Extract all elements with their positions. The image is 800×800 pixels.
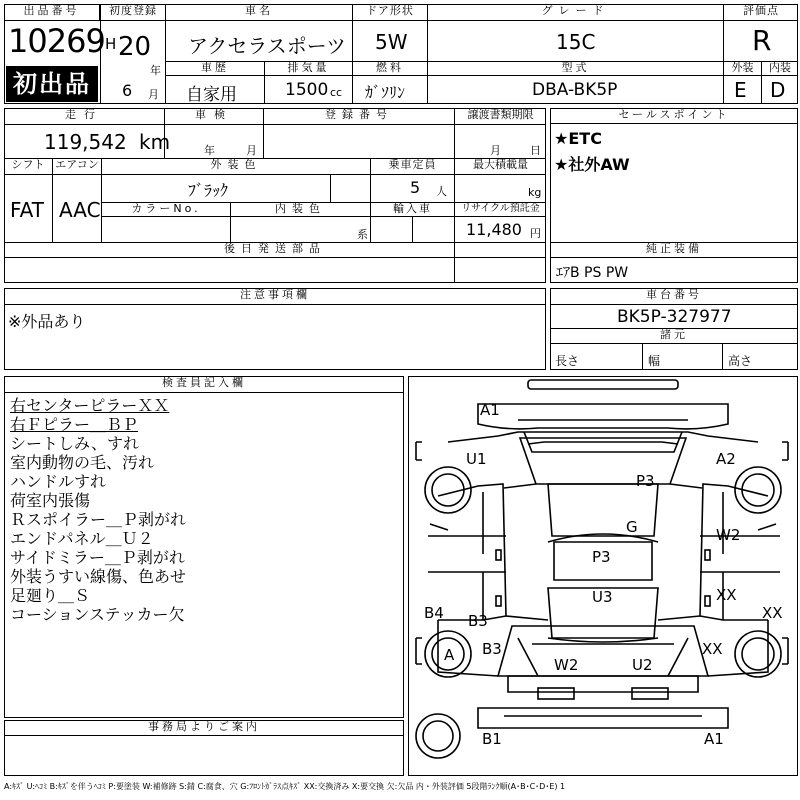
recycle-deposit-label: リサイクル預託金 xyxy=(461,203,540,214)
door-label: ドア形状 xyxy=(353,4,427,21)
inspector-note-line: 外装うすい線傷、色あせ xyxy=(10,567,187,586)
office-notes-label: 事務局よりご案内 xyxy=(4,720,404,736)
fuel-value: ｶﾞｿﾘﾝ xyxy=(365,83,406,102)
grade-label: グレード xyxy=(428,4,723,21)
chassis-number-label: 車台番号 xyxy=(550,288,798,305)
sales-points-label: セールスポイント xyxy=(550,108,798,124)
inspector-note-line: コーションステッカー欠 xyxy=(10,605,185,624)
sales-point-item: ★ETC xyxy=(554,129,602,148)
inspector-note-line: 右Ｆピラー＿ＢＰ xyxy=(10,415,139,434)
max-load-label: 最大積載量 xyxy=(473,158,528,171)
score-value: R xyxy=(752,24,772,57)
inspector-note-line: サイドミラー＿Ｐ剥がれ xyxy=(10,548,185,567)
interior-color-label: 内装色 xyxy=(275,202,326,215)
color-number-label: カラーNo. xyxy=(131,202,201,215)
exterior-color-value: ﾌﾞﾗｯｸ xyxy=(188,181,229,200)
car-name: アクセラスポーツ xyxy=(188,34,346,58)
shift-value: FAT xyxy=(10,198,45,222)
height-label: 高さ xyxy=(728,354,753,368)
exterior-score: E xyxy=(734,78,747,102)
factory-options-value: ｴｱB PS PW xyxy=(556,265,629,281)
inspector-note-line: 室内動物の毛、汚れ xyxy=(10,453,155,472)
inspector-notes-list xyxy=(10,396,400,624)
mark-b3-left-rear: B3 xyxy=(482,640,502,658)
mark-w2-right: W2 xyxy=(716,526,741,544)
mark-b3-left-door: B3 xyxy=(468,612,488,630)
car-name-label: 車名 xyxy=(166,4,352,21)
inspector-note-line: 足廻り＿Ｓ xyxy=(10,586,91,605)
history-value: 自家用 xyxy=(186,85,237,105)
reg-month: 6 xyxy=(122,81,133,100)
inspection-month-unit: 月 xyxy=(246,144,257,157)
import-label: 輸入車 xyxy=(393,202,432,215)
mileage-unit: km xyxy=(139,130,171,154)
model-label: 型式 xyxy=(428,61,723,76)
notes-value: ※外品あり xyxy=(8,312,86,331)
history-label: 車歴 xyxy=(166,61,264,76)
exterior-color-label: 外装色 xyxy=(210,158,262,171)
max-load-unit: kg xyxy=(528,186,542,199)
reg-year: 20 xyxy=(118,32,152,62)
sales-point-item: ★社外AW xyxy=(554,155,630,174)
exterior-score-label: 外装 xyxy=(724,61,761,76)
recycle-deposit-unit: 円 xyxy=(530,227,541,240)
displacement-value: 1500 xyxy=(285,80,329,100)
ac-value: AAC xyxy=(59,198,101,222)
transfer-day-unit: 日 xyxy=(530,144,541,157)
damage-code-legend: A:ｷｽﾞ U:ﾍｺﾐ B:ｷｽﾞを伴うﾍｺﾐ P:要塗装 W:補修跡 S:錆 C:腐食、穴 G:ﾌﾛﾝﾄｶﾞﾗｽ点ｷｽﾞ XX:交換済み X:要交換 欠:欠品 内・外装評価 5段階ﾗﾝｸ順(A･B･C･D･E) 1 xyxy=(4,782,566,791)
reg-era: H xyxy=(105,35,117,53)
capacity-unit: 人 xyxy=(436,185,447,198)
first-listing-badge: 初出品 xyxy=(6,66,98,102)
mark-w2-rear: W2 xyxy=(554,656,579,674)
lot-number: 10269 xyxy=(8,22,105,60)
mark-xx-far-right: XX xyxy=(762,604,783,622)
mark-p3-roof: P3 xyxy=(636,472,655,490)
mark-a-left-wheel: A xyxy=(444,646,455,664)
ac-label: エアコン xyxy=(55,158,99,171)
inspection-year-unit: 年 xyxy=(204,144,215,157)
mark-u2: U2 xyxy=(632,656,653,674)
grade-value: 15C xyxy=(556,30,596,54)
inspector-note-line: Ｒスポイラー＿Ｐ剥がれ xyxy=(10,510,187,529)
transfer-deadline-label: 譲渡書類期限 xyxy=(467,108,534,121)
mark-a1-rear: A1 xyxy=(704,730,724,748)
shift-label: シフト xyxy=(11,158,45,171)
mileage-label: 走行 xyxy=(65,108,103,121)
specs-label: 諸元 xyxy=(550,328,798,344)
inspector-note-line: ハンドルすれ xyxy=(10,472,107,491)
mark-b1: B1 xyxy=(482,730,502,748)
transfer-month-unit: 月 xyxy=(490,144,501,157)
capacity-value: 5 xyxy=(410,178,421,197)
first-reg-label: 初度登録 xyxy=(101,4,165,21)
mark-a2: A2 xyxy=(716,450,736,468)
reg-month-unit: 月 xyxy=(148,88,159,101)
door-value: 5W xyxy=(375,30,408,54)
mark-u1: U1 xyxy=(466,450,487,468)
lot-number-label: 出品番号 xyxy=(4,4,100,21)
reg-year-unit: 年 xyxy=(150,64,161,77)
displacement-unit: cc xyxy=(330,86,343,99)
recycle-deposit-value: 11,480 xyxy=(466,220,522,239)
length-label: 長さ xyxy=(555,354,580,368)
mark-a1-front: A1 xyxy=(480,401,500,419)
inspector-note-line: 右センターピラーＸＸ xyxy=(10,396,170,415)
interior-color-unit: 系 xyxy=(357,228,368,241)
fuel-label: 燃料 xyxy=(353,61,427,76)
width-label: 幅 xyxy=(648,354,661,368)
model-value: DBA-BK5P xyxy=(532,80,618,100)
chassis-number-value: BK5P-327977 xyxy=(617,307,732,327)
inspector-note-line: シートしみ、すれ xyxy=(10,434,139,453)
regno-label: 登録番号 xyxy=(325,108,393,121)
later-parts-label: 後日発送部品 xyxy=(4,242,546,258)
inspector-notes-label: 検査員記入欄 xyxy=(4,376,404,393)
mark-b4: B4 xyxy=(424,604,444,622)
capacity-label: 乗車定員 xyxy=(388,158,437,171)
score-label: 評価点 xyxy=(724,4,798,21)
inspector-note-line: 荷室内張傷 xyxy=(10,491,91,510)
displacement-label: 排気量 xyxy=(265,61,352,76)
notes-label: 注意事項欄 xyxy=(4,288,546,305)
inspector-note-line: エンドパネル＿Ｕ２ xyxy=(10,529,154,548)
car-damage-diagram xyxy=(408,376,798,776)
mark-g: G xyxy=(626,518,638,536)
factory-options-label: 純正装備 xyxy=(550,242,798,258)
mark-p3-center: P3 xyxy=(592,548,611,566)
mileage-value: 119,542 xyxy=(44,130,127,154)
interior-score: D xyxy=(770,78,786,102)
mark-xx-right-rear: XX xyxy=(702,640,723,658)
interior-score-label: 内装 xyxy=(762,61,798,76)
inspection-label: 車検 xyxy=(195,108,233,121)
mark-xx-right-door: XX xyxy=(716,586,737,604)
mark-u3: U3 xyxy=(592,588,613,606)
